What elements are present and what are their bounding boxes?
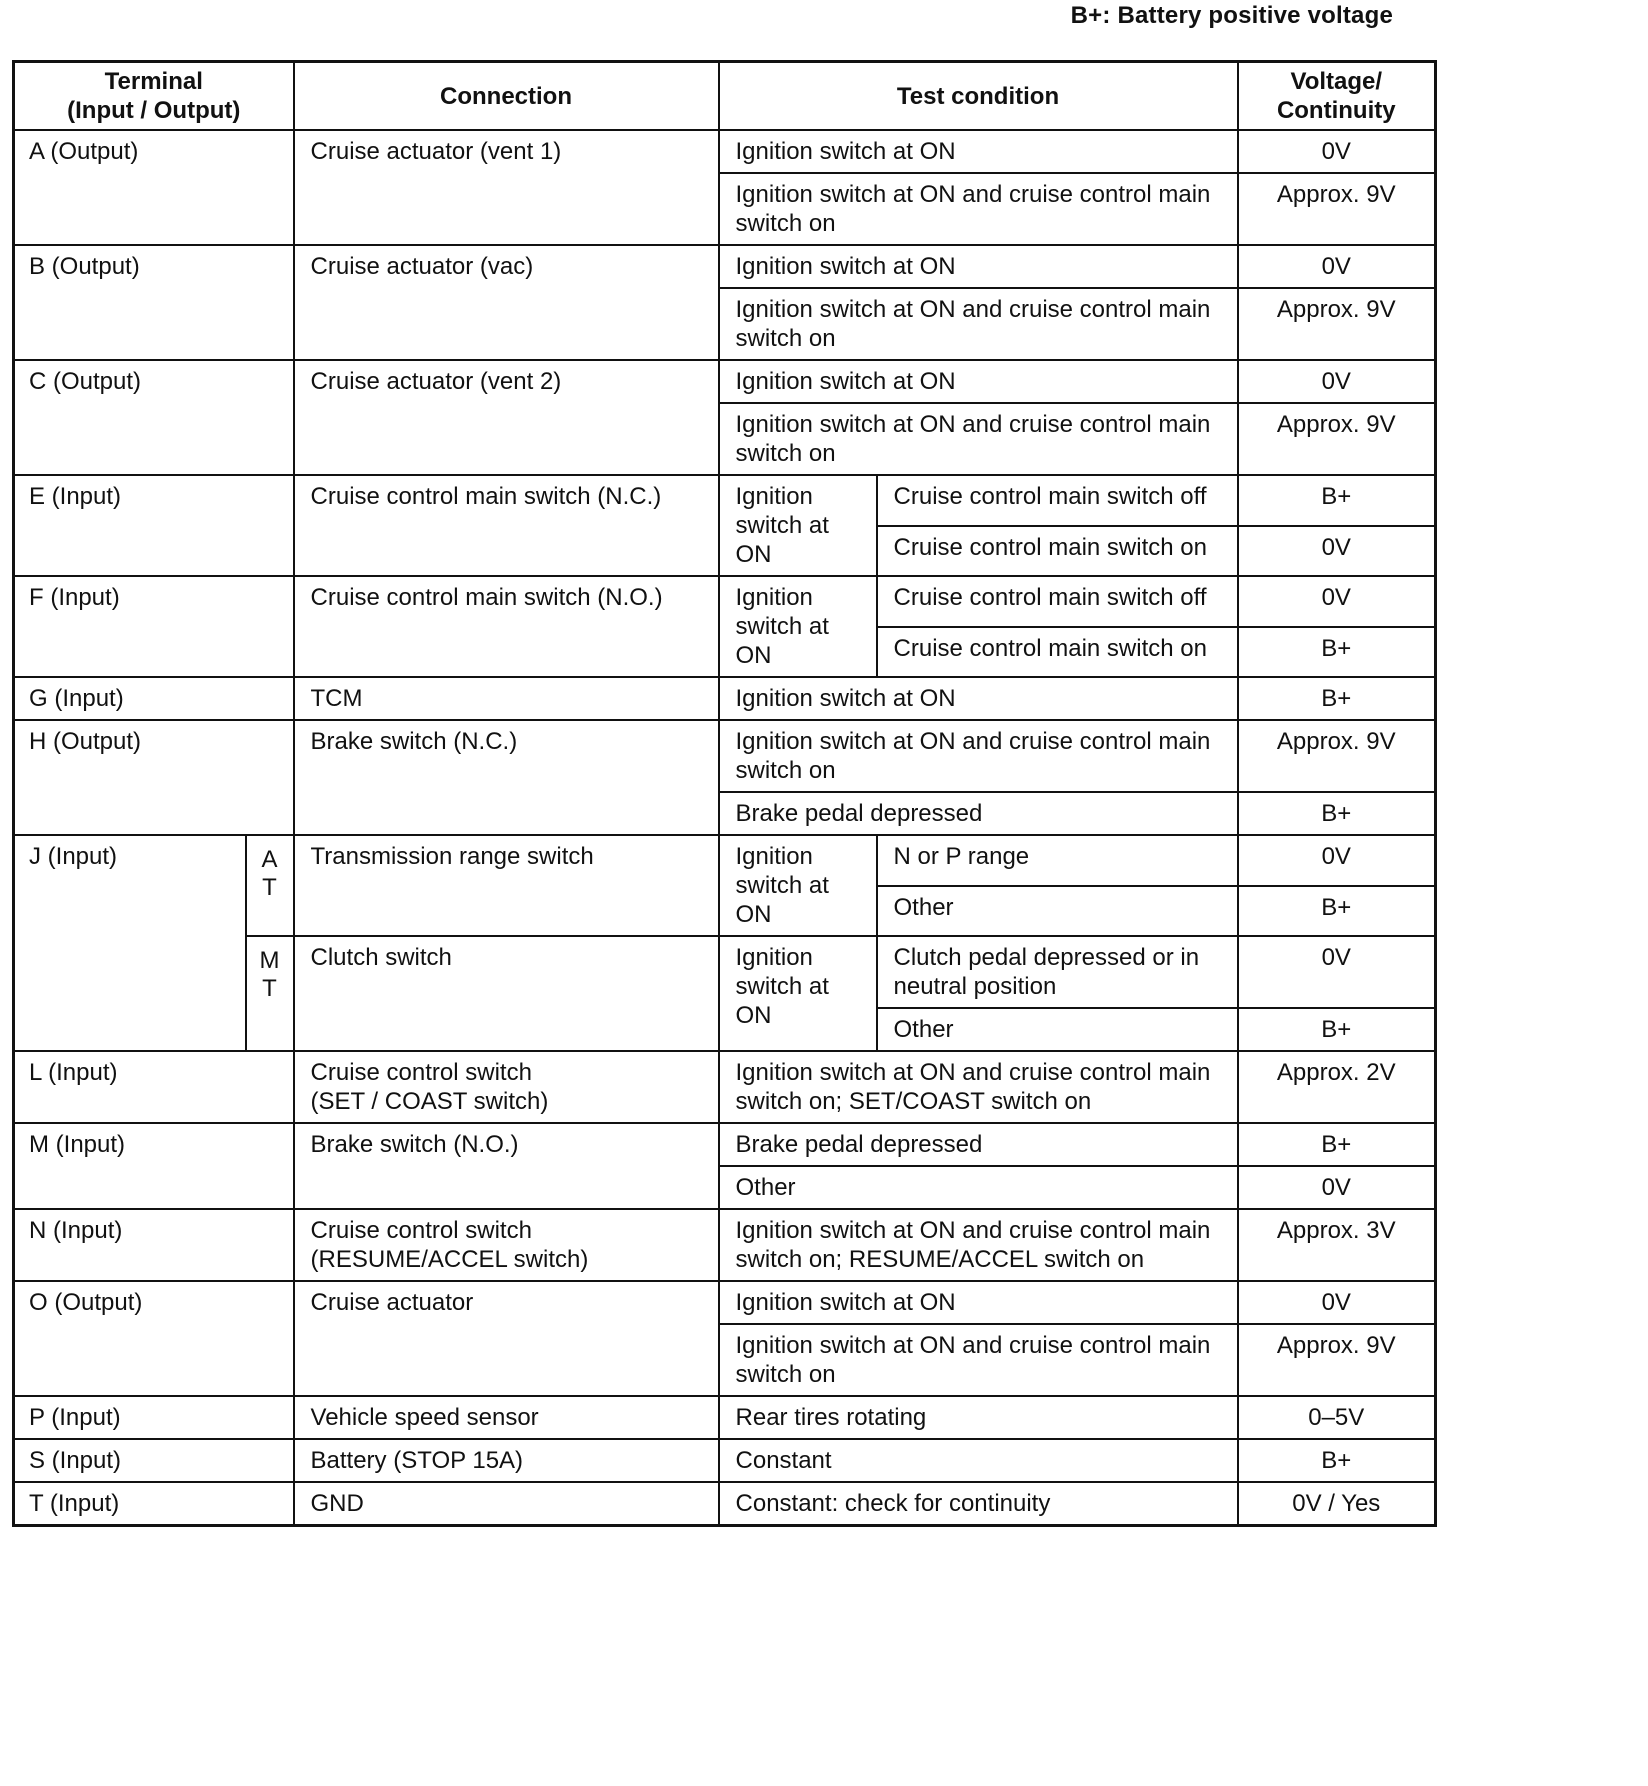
- connection-cell: GND: [294, 1482, 719, 1526]
- voltage-cell: Approx. 9V: [1238, 288, 1436, 360]
- terminal-cell: O (Output): [14, 1281, 294, 1396]
- terminal-cell: M (Input): [14, 1123, 294, 1209]
- voltage-cell: 0V: [1238, 130, 1436, 173]
- condition-cell: Ignition switch at ON: [719, 677, 1238, 720]
- voltage-cell: B+: [1238, 677, 1436, 720]
- subcondition-cell: Other: [877, 886, 1238, 937]
- connection-cell: Cruise control switch (SET / COAST switch): [294, 1051, 719, 1123]
- terminal-cell: C (Output): [14, 360, 294, 475]
- condition-cell: Rear tires rotating: [719, 1396, 1238, 1439]
- voltage-cell: 0V: [1238, 936, 1436, 1008]
- voltage-cell: 0V: [1238, 245, 1436, 288]
- voltage-cell: B+: [1238, 475, 1436, 526]
- terminal-cell: L (Input): [14, 1051, 294, 1123]
- connection-cell: Cruise actuator: [294, 1281, 719, 1396]
- connection-cell: Clutch switch: [294, 936, 719, 1051]
- table-row: [14, 1439, 1436, 1482]
- header-voltage: Voltage/ Continuity: [1238, 62, 1436, 131]
- terminal-cell: B (Output): [14, 245, 294, 360]
- subcondition-cell: Other: [877, 1008, 1238, 1051]
- condition-cell: Ignition switch at ON: [719, 130, 1238, 173]
- voltage-cell: Approx. 9V: [1238, 403, 1436, 475]
- condition-cell: Ignition switch at ON and cruise control main switch on; RESUME/ACCEL switch on: [719, 1209, 1238, 1281]
- condition-cell: Ignition switch at ON and cruise control main switch on: [719, 288, 1238, 360]
- condition-cell: Ignition switch at ON: [719, 576, 877, 677]
- table-row: [14, 1051, 1436, 1123]
- connection-cell: Cruise control main switch (N.O.): [294, 576, 719, 677]
- table-row: [14, 1123, 1436, 1166]
- connection-cell: Cruise control switch (RESUME/ACCEL switch): [294, 1209, 719, 1281]
- connection-cell: Transmission range switch: [294, 835, 719, 936]
- table-row: [14, 1482, 1436, 1526]
- at-label: A T: [246, 835, 294, 936]
- voltage-cell: Approx. 2V: [1238, 1051, 1436, 1123]
- voltage-cell: 0V: [1238, 1166, 1436, 1209]
- voltage-cell: 0V: [1238, 526, 1436, 577]
- voltage-cell: Approx. 9V: [1238, 1324, 1436, 1396]
- voltage-cell: B+: [1238, 886, 1436, 937]
- terminal-cell: G (Input): [14, 677, 294, 720]
- terminal-cell: F (Input): [14, 576, 294, 677]
- condition-cell: Constant: [719, 1439, 1238, 1482]
- header-terminal: Terminal (Input / Output): [14, 62, 294, 131]
- subcondition-cell: N or P range: [877, 835, 1238, 886]
- terminal-cell: P (Input): [14, 1396, 294, 1439]
- voltage-cell: 0V: [1238, 576, 1436, 627]
- table-row: [14, 720, 1436, 792]
- voltage-cell: 0–5V: [1238, 1396, 1436, 1439]
- terminal-cell: T (Input): [14, 1482, 294, 1526]
- condition-cell: Brake pedal depressed: [719, 1123, 1238, 1166]
- voltage-cell: B+: [1238, 1123, 1436, 1166]
- condition-cell: Ignition switch at ON: [719, 245, 1238, 288]
- condition-cell: Ignition switch at ON and cruise control main switch on: [719, 173, 1238, 245]
- condition-cell: Ignition switch at ON: [719, 360, 1238, 403]
- condition-cell: Ignition switch at ON and cruise control main switch on; SET/COAST switch on: [719, 1051, 1238, 1123]
- voltage-cell: 0V / Yes: [1238, 1482, 1436, 1526]
- table-row: [14, 475, 1436, 526]
- connection-cell: Brake switch (N.C.): [294, 720, 719, 835]
- condition-cell: Ignition switch at ON and cruise control main switch on: [719, 1324, 1238, 1396]
- table-row: [14, 130, 1436, 173]
- connection-cell: Cruise actuator (vac): [294, 245, 719, 360]
- voltage-cell: B+: [1238, 1008, 1436, 1051]
- voltage-cell: 0V: [1238, 1281, 1436, 1324]
- terminal-cell: J (Input): [14, 835, 246, 1051]
- condition-cell: Ignition switch at ON and cruise control main switch on: [719, 720, 1238, 792]
- voltage-cell: B+: [1238, 1439, 1436, 1482]
- condition-cell: Constant: check for continuity: [719, 1482, 1238, 1526]
- terminal-cell: H (Output): [14, 720, 294, 835]
- connection-cell: Cruise actuator (vent 1): [294, 130, 719, 245]
- voltage-cell: B+: [1238, 627, 1436, 678]
- terminal-cell: A (Output): [14, 130, 294, 245]
- table-row: [14, 1396, 1436, 1439]
- connection-cell: TCM: [294, 677, 719, 720]
- connection-cell: Cruise control main switch (N.C.): [294, 475, 719, 576]
- voltage-cell: 0V: [1238, 360, 1436, 403]
- terminal-cell: E (Input): [14, 475, 294, 576]
- terminal-cell: N (Input): [14, 1209, 294, 1281]
- battery-voltage-note: B+: Battery positive voltage: [1070, 2, 1393, 29]
- voltage-cell: B+: [1238, 792, 1436, 835]
- table-row: [14, 245, 1436, 288]
- subcondition-cell: Cruise control main switch on: [877, 526, 1238, 577]
- connection-cell: Cruise actuator (vent 2): [294, 360, 719, 475]
- condition-cell: Ignition switch at ON: [719, 1281, 1238, 1324]
- table-row: [14, 1209, 1436, 1281]
- connection-cell: Brake switch (N.O.): [294, 1123, 719, 1209]
- voltage-cell: 0V: [1238, 835, 1436, 886]
- table-row: [14, 576, 1436, 627]
- condition-cell: Brake pedal depressed: [719, 792, 1238, 835]
- condition-cell: Ignition switch at ON: [719, 835, 877, 936]
- condition-cell: Other: [719, 1166, 1238, 1209]
- table-row: [14, 677, 1436, 720]
- voltage-cell: Approx. 9V: [1238, 173, 1436, 245]
- header-connection: Connection: [294, 62, 719, 131]
- table-row: [14, 835, 1436, 886]
- subcondition-cell: Cruise control main switch off: [877, 475, 1238, 526]
- terminal-cell: S (Input): [14, 1439, 294, 1482]
- connection-cell: Battery (STOP 15A): [294, 1439, 719, 1482]
- subcondition-cell: Clutch pedal depressed or in neutral position: [877, 936, 1238, 1008]
- terminal-voltage-table: [12, 60, 1437, 1527]
- voltage-cell: Approx. 9V: [1238, 720, 1436, 792]
- condition-cell: Ignition switch at ON and cruise control main switch on: [719, 403, 1238, 475]
- subcondition-cell: Cruise control main switch on: [877, 627, 1238, 678]
- connection-cell: Vehicle speed sensor: [294, 1396, 719, 1439]
- header-test-condition: Test condition: [719, 62, 1238, 131]
- mt-label: M T: [246, 936, 294, 1051]
- voltage-cell: Approx. 3V: [1238, 1209, 1436, 1281]
- table-row: [14, 1281, 1436, 1324]
- subcondition-cell: Cruise control main switch off: [877, 576, 1238, 627]
- condition-cell: Ignition switch at ON: [719, 936, 877, 1051]
- condition-cell: Ignition switch at ON: [719, 475, 877, 576]
- table-row: [14, 360, 1436, 403]
- table-header-row: [14, 62, 1436, 131]
